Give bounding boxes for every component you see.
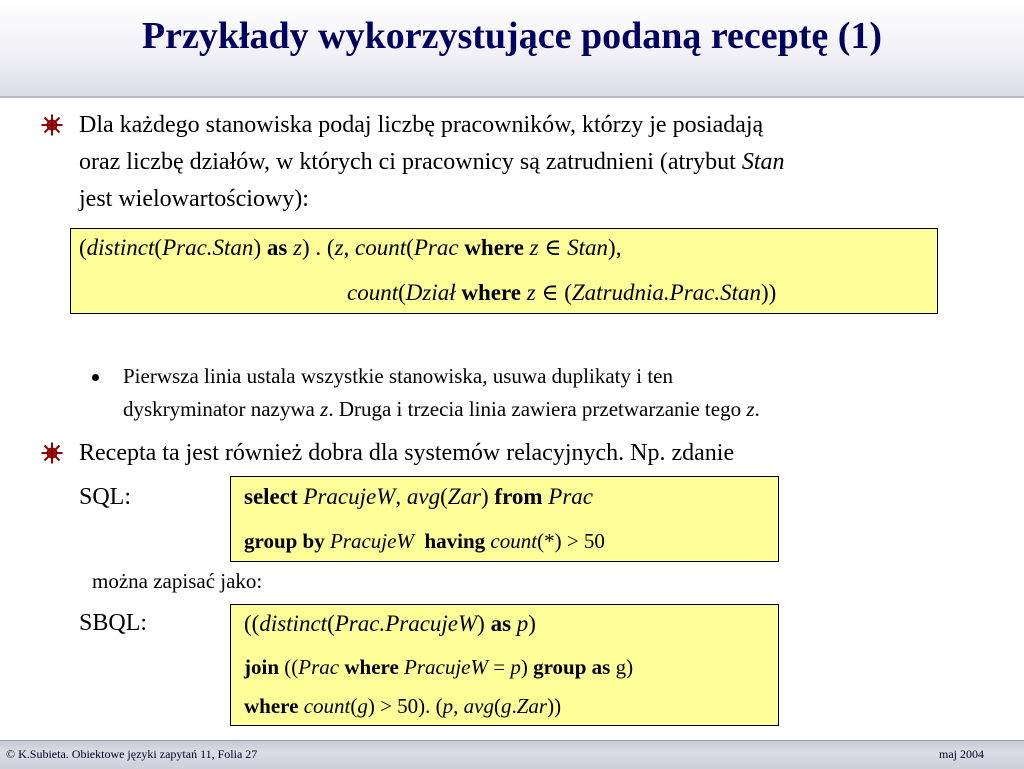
query1-line2: count(Dział where z ∈ (Zatrudnia.Prac.Stan)) <box>347 280 777 305</box>
query1-line1: (distinct(Prac.Stan) as z) . (z, count(Prac where z ∈ Stan), <box>79 235 622 260</box>
bullet1-line3: jest wielowartościowy): <box>79 186 309 212</box>
footer-copyright: © K.Subieta. Obiektowe języki zapytań 11, Folia 27 <box>6 747 258 761</box>
ornament-bullet-icon <box>40 441 64 465</box>
subbullet-line1: Pierwsza linia ustala wszystkie stanowiska, usuwa duplikaty i ten <box>123 364 673 388</box>
sbql-line1: ((distinct(Prac.PracujeW) as p) <box>244 611 536 636</box>
mozna-text: można zapisać jako: <box>92 569 263 593</box>
slide-title: Przykłady wykorzystujące podaną receptę (1) <box>141 15 883 57</box>
sql-box <box>230 476 779 562</box>
ornament-bullet-icon <box>40 113 64 137</box>
sql-line1: select PracujeW, avg(Zar) from Prac <box>244 484 594 509</box>
sql-label: SQL: <box>79 484 132 510</box>
bullet1-line2: oraz liczbę działów, w których ci pracownicy są zatrudnieni (atrybut Stan <box>79 149 785 175</box>
bullet2-text: Recepta ta jest również dobra dla systemów relacyjnych. Np. zdanie <box>79 440 735 466</box>
sql-line2: group by PracujeW having count(*) > 50 <box>244 529 605 553</box>
sbql-line2: join ((Prac where PracujeW = p) group as g) <box>244 655 634 679</box>
footer-bar <box>0 740 1024 769</box>
sbql-line3: where count(g) > 50). (p, avg(g.Zar)) <box>244 694 562 718</box>
sbql-box <box>230 604 779 726</box>
sbql-label: SBQL: <box>79 610 148 636</box>
query-box-1 <box>70 228 938 314</box>
subbullet-line2: dyskryminator nazywa z. Druga i trzecia linia zawiera przetwarzanie tego z. <box>123 397 760 421</box>
footer-date: maj 2004 <box>939 747 984 761</box>
bullet1-line1: Dla każdego stanowiska podaj liczbę pracowników, którzy je posiadają <box>79 112 764 138</box>
title-divider <box>0 96 1024 98</box>
sub-bullet-dot <box>92 374 99 381</box>
